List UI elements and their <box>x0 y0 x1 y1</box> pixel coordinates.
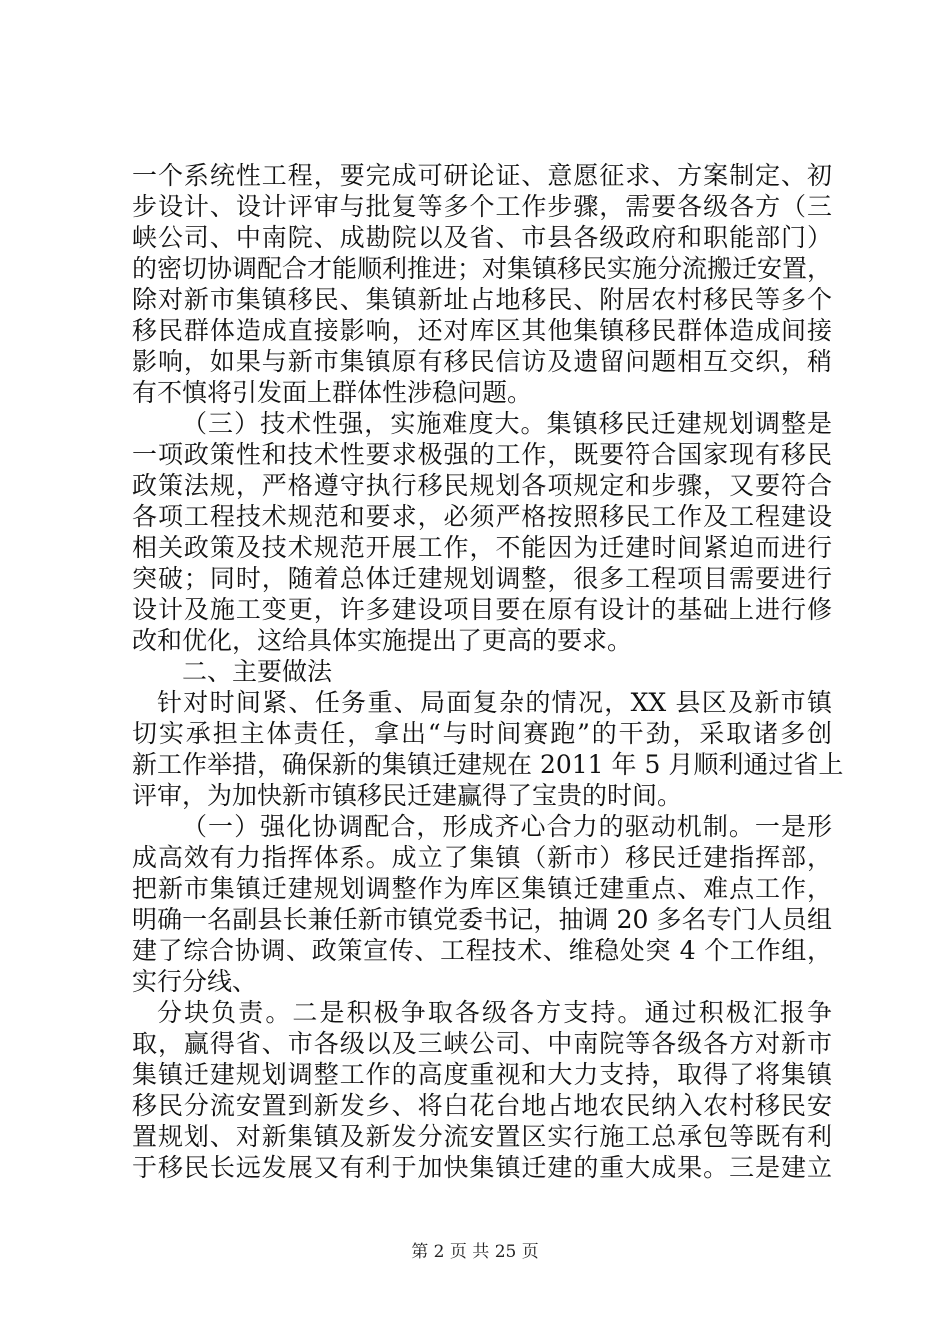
text-line: 除对新市集镇移民、集镇新址占地移民、附居农村移民等多个 <box>132 285 832 314</box>
text-line: 相关政策及技术规范开展工作，不能因为迁建时间紧迫而进行 <box>132 533 832 562</box>
text-line: 移民分流安置到新发乡、将白花台地占地农民纳入农村移民安 <box>132 1091 832 1120</box>
body-text <box>132 160 844 1183</box>
text-line: 建了综合协调、政策宣传、工程技术、维稳处突 4 个工作组， <box>132 936 832 965</box>
text-line: 评审，为加快新市镇移民迁建赢得了宝贵的时间。 <box>132 781 683 810</box>
text-line: 改和优化，这给具体实施提出了更高的要求。 <box>132 626 633 655</box>
text-line: 切实承担主体责任，拿出“与时间赛跑”的干劲，采取诸多创 <box>132 719 832 748</box>
text-line: 设计及施工变更，许多建设项目要在原有设计的基础上进行修 <box>132 595 832 624</box>
text-line: 实行分线、 <box>132 967 258 996</box>
text-line: 峡公司、中南院、成勘院以及省、市县各级政府和职能部门） <box>132 223 832 252</box>
text-line: 新工作举措，确保新的集镇迁建规在 2011 年 5 月顺利通过省上 <box>132 750 844 779</box>
text-line: 一项政策性和技术性要求极强的工作，既要符合国家现有移民 <box>132 440 832 469</box>
text-line: 移民群体造成直接影响，还对库区其他集镇移民群体造成间接 <box>132 316 832 345</box>
text-line: 的密切协调配合才能顺利推进；对集镇移民实施分流搬迁安置， <box>132 254 833 283</box>
text-line: 各项工程技术规范和要求，必须严格按照移民工作及工程建设 <box>132 502 832 531</box>
section-heading: 二、主要做法 <box>182 657 333 686</box>
text-line: 于移民长远发展又有利于加快集镇迁建的重大成果。三是建立 <box>132 1153 832 1182</box>
paragraph-first-line: 分块负责。二是积极争取各级各方支持。通过积极汇报争 <box>157 998 832 1027</box>
text-line: 政策法规，严格遵守执行移民规划各项规定和步骤，又要符合 <box>132 471 832 500</box>
text-line: 取，赢得省、市各级以及三峡公司、中南院等各级各方对新市 <box>132 1029 832 1058</box>
text-line: 步设计、设计评审与批复等多个工作步骤，需要各级各方（三 <box>132 192 832 221</box>
text-line: 把新市集镇迁建规划调整作为库区集镇迁建重点、难点工作， <box>132 874 832 903</box>
text-line: 影响，如果与新市集镇原有移民信访及遗留问题相互交织，稍 <box>132 347 832 376</box>
text-line: 集镇迁建规划调整工作的高度重视和大力支持，取得了将集镇 <box>132 1060 832 1089</box>
text-line: 明确一名副县长兼任新市镇党委书记，抽调 20 多名专门人员组 <box>132 905 832 934</box>
text-line: 有不慎将引发面上群体性涉稳问题。 <box>132 378 533 407</box>
paragraph-first-line: （一）强化协调配合，形成齐心合力的驱动机制。一是形 <box>182 812 832 841</box>
page-footer: 第 2 页 共 25 页 <box>411 1242 539 1262</box>
text-line: 成高效有力指挥体系。成立了集镇（新市）移民迁建指挥部， <box>132 843 832 872</box>
text-line: 置规划、对新集镇及新发分流安置区实行施工总承包等既有利 <box>132 1122 832 1151</box>
paragraph-first-line: （三）技术性强，实施难度大。集镇移民迁建规划调整是 <box>182 409 832 438</box>
text-line: 一个系统性工程，要完成可研论证、意愿征求、方案制定、初 <box>132 161 832 190</box>
text-line: 突破；同时，随着总体迁建规划调整，很多工程项目需要进行 <box>132 564 832 593</box>
paragraph-first-line: 针对时间紧、任务重、局面复杂的情况，XX 县区及新市镇 <box>157 688 832 717</box>
